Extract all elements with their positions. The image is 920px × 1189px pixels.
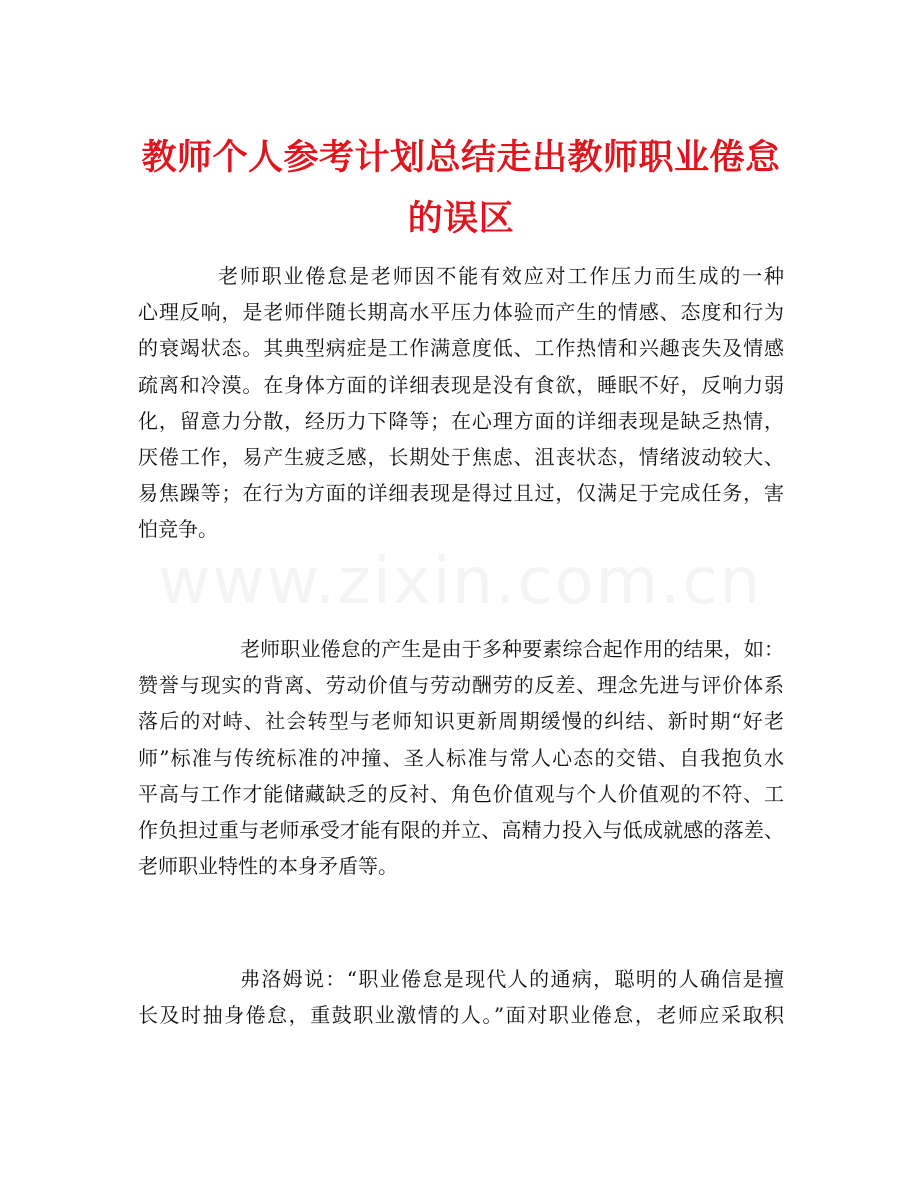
- paragraph-burnout-definition: [138, 258, 784, 548]
- text-line: 师”标准与传统标准的冲撞、圣人标准与常人心态的交错、自我抱负水: [138, 745, 784, 770]
- text-line: 赞誉与现实的背离、劳动价值与劳动酬劳的反差、理念先进与评价体系: [138, 673, 784, 698]
- paragraph-burnout-causes: [138, 631, 784, 884]
- paragraph-fromm-quote: [138, 961, 784, 1033]
- text-line: 的衰竭状态。其典型病症是工作满意度低、工作热情和兴趣丧失及情感: [138, 336, 784, 361]
- text-line: 老师职业倦怠的产生是由于多种要素综合起作用的结果，如：: [240, 637, 784, 661]
- text-line: 易焦躁等；在行为方面的详细表现是得过且过，仅满足于完成任务，害: [138, 481, 784, 506]
- text-line: 疏离和冷漠。在身体方面的详细表现是没有食欲，睡眠不好，反响力弱: [138, 372, 784, 397]
- watermark: www.zixin.com.cn: [157, 545, 763, 619]
- text-line: 怕竞争。: [138, 517, 218, 542]
- text-line: 心理反响，是老师伴随长期高水平压力体验而产生的情感、态度和行为: [138, 300, 784, 325]
- text-line: 作负担过重与老师承受才能有限的并立、高精力投入与低成就感的落差、: [138, 818, 784, 843]
- text-line: 化，留意力分散，经历力下降等；在心理方面的详细表现是缺乏热情，: [138, 408, 784, 433]
- text-line: 平高与工作才能储藏缺乏的反衬、角色价值观与个人价值观的不符、工: [138, 781, 784, 806]
- text-line: 厌倦工作，易产生疲乏感，长期处于焦虑、沮丧状态，情绪波动较大、: [138, 445, 784, 470]
- title-line: 的误区: [407, 199, 515, 239]
- text-line: 落后的对峙、社会转型与老师知识更新周期缓慢的纠结、新时期“好老: [138, 709, 784, 734]
- text-line: 老师职业倦怠是老师因不能有效应对工作压力而生成的一种: [218, 264, 784, 288]
- text-line: 长及时抽身倦怠，重鼓职业激情的人。”面对职业倦怠，老师应采取积: [138, 1003, 784, 1028]
- text-line: 弗洛姆说：“职业倦怠是现代人的通病，聪明的人确信是擅: [240, 967, 784, 991]
- title-line: 教师个人参考计划总结走出教师职业倦怠: [141, 138, 781, 178]
- text-line: 老师职业特性的本身矛盾等。: [138, 854, 398, 879]
- document-title: [138, 128, 784, 250]
